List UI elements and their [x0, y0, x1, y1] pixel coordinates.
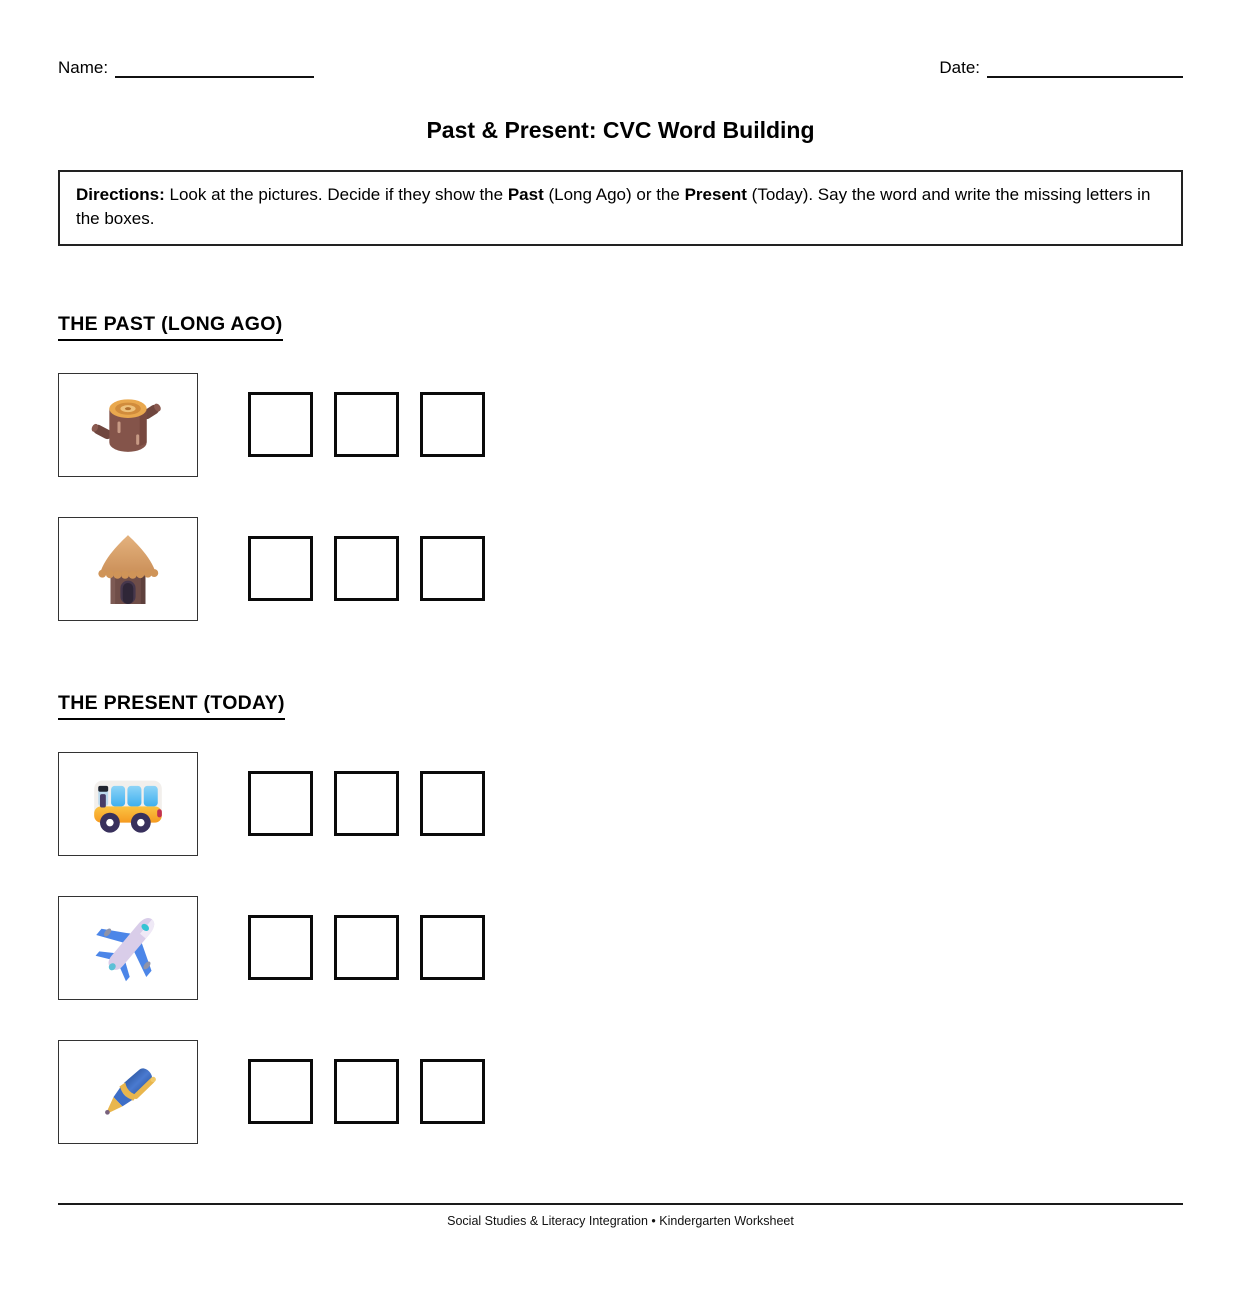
picture-box-pen [58, 1040, 198, 1144]
letter-box[interactable] [248, 915, 313, 980]
directions-text-3: (Today). Say the word and write the missing letters in the boxes. [76, 185, 1151, 229]
date-field [939, 58, 1183, 78]
name-line[interactable] [115, 62, 314, 78]
letter-box[interactable] [334, 536, 399, 601]
letter-box[interactable] [420, 771, 485, 836]
letter-box[interactable] [334, 392, 399, 457]
name-field [58, 58, 314, 78]
directions-box [58, 170, 1183, 246]
footer-divider [58, 1203, 1183, 1205]
directions-text-1: Look at the pictures. Decide if they show the [164, 185, 508, 204]
picture-box-bus [58, 752, 198, 856]
section-heading-present-label: THE PRESENT (TODAY) [58, 692, 285, 720]
footer-text: Social Studies & Literacy Integration • Kindergarten Worksheet [447, 1214, 794, 1229]
letter-group-hut [248, 536, 485, 601]
airplane-emoji-icon [86, 906, 170, 990]
letter-group-log [248, 392, 485, 457]
word-row-bus [58, 752, 1183, 856]
word-row-airplane [58, 896, 1183, 1000]
word-row-pen [58, 1040, 1183, 1144]
directions-text-2: (Long Ago) or the [543, 185, 685, 204]
letter-box[interactable] [420, 536, 485, 601]
letter-box[interactable] [334, 915, 399, 980]
letter-box[interactable] [334, 1059, 399, 1124]
word-row-hut [58, 517, 1183, 621]
header-row [58, 58, 1183, 78]
directions-present-bold: Present [684, 185, 747, 204]
name-label: Name: [58, 58, 109, 77]
letter-box[interactable] [248, 1059, 313, 1124]
date-label: Date: [939, 58, 980, 77]
picture-box-log [58, 373, 198, 477]
picture-box-hut [58, 517, 198, 621]
letter-box[interactable] [420, 392, 485, 457]
hut-emoji-icon [86, 527, 170, 611]
letter-group-bus [248, 771, 485, 836]
bus-emoji-icon [86, 762, 170, 846]
picture-box-airplane [58, 896, 198, 1000]
letter-box[interactable] [248, 392, 313, 457]
letter-box[interactable] [248, 771, 313, 836]
pen-emoji-icon [86, 1050, 170, 1134]
page-title: Past & Present: CVC Word Building [426, 117, 815, 143]
letter-group-airplane [248, 915, 485, 980]
letter-box[interactable] [420, 915, 485, 980]
date-line[interactable] [987, 62, 1183, 78]
word-row-log [58, 373, 1183, 477]
log-emoji-icon [86, 383, 170, 467]
letter-box[interactable] [420, 1059, 485, 1124]
section-heading-past [58, 313, 1183, 341]
letter-box[interactable] [248, 536, 313, 601]
directions-label: Directions: [76, 185, 165, 204]
section-heading-present [58, 692, 1183, 720]
letter-box[interactable] [334, 771, 399, 836]
letter-group-pen [248, 1059, 485, 1124]
directions-past-bold: Past [507, 185, 544, 204]
section-heading-past-label: THE PAST (LONG AGO) [58, 313, 283, 341]
